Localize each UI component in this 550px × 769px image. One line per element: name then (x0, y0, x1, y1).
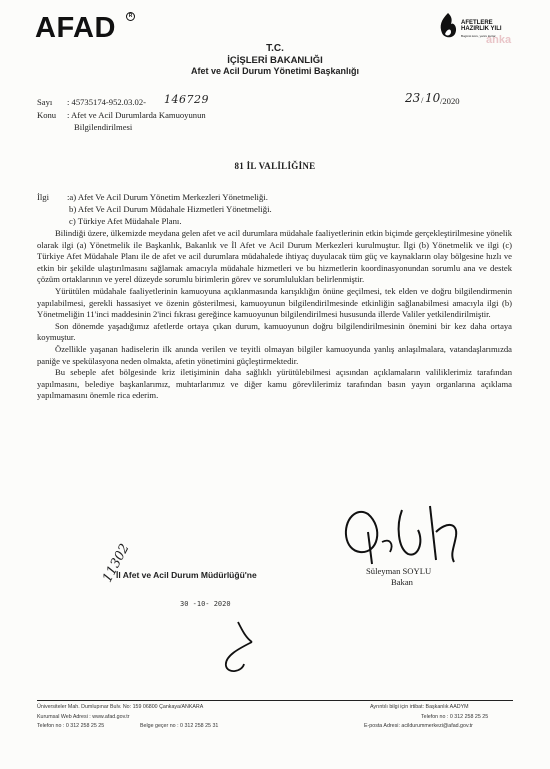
date-day-handwritten: 23 (405, 91, 421, 105)
afad-logo-text: AFAD (35, 12, 116, 44)
body-paragraph-5: Bu sebeple afet bölgesinde kriz iletişiminin daha sağlıklı yürütülebilmesi açısından açıklamaların valiliklerimiz tarafından yapılmasını, belediye başkanlarımız, muhtarlarımız ve diğer kamu görevlilerimiz tarafından basın yayın organlarına açıklama yapılmamasını önemle rica ederim. (37, 367, 512, 401)
receiving-stamp: İl Afet ve Acil Durum Müdürlüğü'ne (116, 570, 257, 580)
body-paragraph-4: Özellikle yaşanan hadiselerin ilk anında verilen ve teyitli olmayan bilgiler kamuoyunda yanlış anlaşılmalara, vatandaşlarımızda paniğe ve spekülasyona neden olmakta, afetin yönetimini güçleştirmektedir. (37, 343, 512, 366)
body-paragraph-1: Bilindiği üzere, ülkemizde meydana gelen afet ve acil durumlara müdahale faaliyetlerinin etkin biçimde gerçekleştirilmesine yönelik olarak ilgi (a) Yönetmelik ile Başkanlık, Bakanlık ve İl Afet ve Acil Durum Merkezleri kurulmuştur. İlgi (b) Yönetmelik ve ilgi (c) Türkiye Afet Müdahale Planı ile de afet ve acil durumlara müdahalede ihtiyaç duyulacak tüm güç ve kaynakların olay bölgesine hızlı ve etkin bir şekilde ulaştırılmasını sağlamak amacıyla müdahale hizmetleri ve bu hizmetlerin koordinasyonundan sorumlu ana ve destek çözüm ortaklarının ve yerel düzeyde sorumlu birimlerin görev ve sorumlulukları belirlenmiştir. (37, 228, 512, 285)
sayi-handwritten: 146729 (164, 93, 209, 106)
header-ministry: İÇİŞLERİ BAKANLIĞI (227, 55, 323, 66)
flame-emblem-icon (436, 12, 460, 42)
ilgi-item-c: c) Türkiye Afet Müdahale Planı. (69, 216, 182, 226)
footer-phone: Telefon no : 0 312 258 25 25 (37, 723, 105, 729)
date-month-handwritten: 10 (425, 91, 441, 105)
footer-address: Üniversiteler Mah. Dumlupınar Bulv. No: 159 06800 Çankaya/ANKARA (37, 704, 204, 710)
sayi-label: Sayı (37, 97, 53, 107)
footer-contact: Ayrıntılı bilgi için irtibat: Başkanlık AADYM (370, 704, 469, 710)
ilgi-item-b: b) Afet Ve Acil Durum Müdahale Hizmetleri Yönetmeliği. (69, 204, 272, 214)
letter-body (37, 228, 512, 402)
registered-mark-icon: R (126, 12, 135, 21)
konu-value-line1: : Afet ve Acil Durumlarda Kamuoyunun (67, 110, 206, 120)
footer-contact-phone: Telefon no : 0 312 258 25 25 (421, 714, 489, 720)
ilgi-label: İlgi (37, 192, 50, 202)
receiving-stamp-date: 30 -10- 2020 (180, 600, 231, 608)
sayi-value: : 45735174-952.03.02- (67, 97, 147, 107)
konu-value-line2: Bilgilendirilmesi (74, 122, 133, 132)
signatory-title: Bakan (391, 577, 413, 587)
konu-label: Konu (37, 110, 57, 120)
logo-line-2: HAZIRLIK YILI (461, 26, 502, 32)
logo-line-1: AFETLERE (461, 20, 493, 26)
addressee: 81 İL VALİLİĞİNE (234, 161, 316, 171)
signatory-name: Süleyman SOYLU (366, 566, 432, 576)
header-presidency: Afet ve Acil Durum Yönetimi Başkanlığı (190, 66, 360, 76)
ilgi-item-a: :a) Afet Ve Acil Durum Yönetim Merkezleri Yönetmeliği. (67, 192, 268, 202)
header-tc: T.C. (266, 43, 284, 54)
footer-website: Kurumsal Web Adresi : www.afad.gov.tr (37, 714, 130, 720)
body-paragraph-3: Son dönemde yaşadığımız afetlerde ortaya çıkan durum, kamuoyunun doğru bilgilendirilmesinin önemini bir kez daha ortaya koymuştur. (37, 320, 512, 343)
registry-number-handwritten: 11302 (100, 541, 133, 586)
footer-divider (37, 700, 513, 701)
footer-email: E-posta Adresi: acildurummerkezi@afad.gov.tr (364, 723, 473, 729)
logo-slogan: Bugünü koru, yarını kurtar (461, 34, 496, 38)
afad-logo (35, 12, 133, 45)
footer-fax: Belge geçer no : 0 312 258 25 31 (140, 723, 219, 729)
body-paragraph-2: Yürütülen müdahale faaliyetlerinin kamuoyuna açıklanmasında karışıklığın önüne geçilmesi, tek elden ve doğru bilgilendirmenin yapılabilmesi, gerekli hassasiyet ve özenin gösterilmesi, kamuoyunun bilgilendirilmesinde etkinliğin sağlanabilmesi amacıyla ilgi (b) Yönetmeliğin 11'inci maddesinin 2'inci fıkrası gereğince kamuoyunun bilgilendirilmesi hususunda illerde Valiler yetkilendirilmiştir. (37, 285, 512, 320)
date-separator: / (421, 95, 424, 105)
minister-signature (338, 502, 468, 572)
watermark: anka (486, 34, 512, 46)
date-year: /2020 (440, 96, 460, 106)
handwritten-initial (212, 620, 262, 678)
